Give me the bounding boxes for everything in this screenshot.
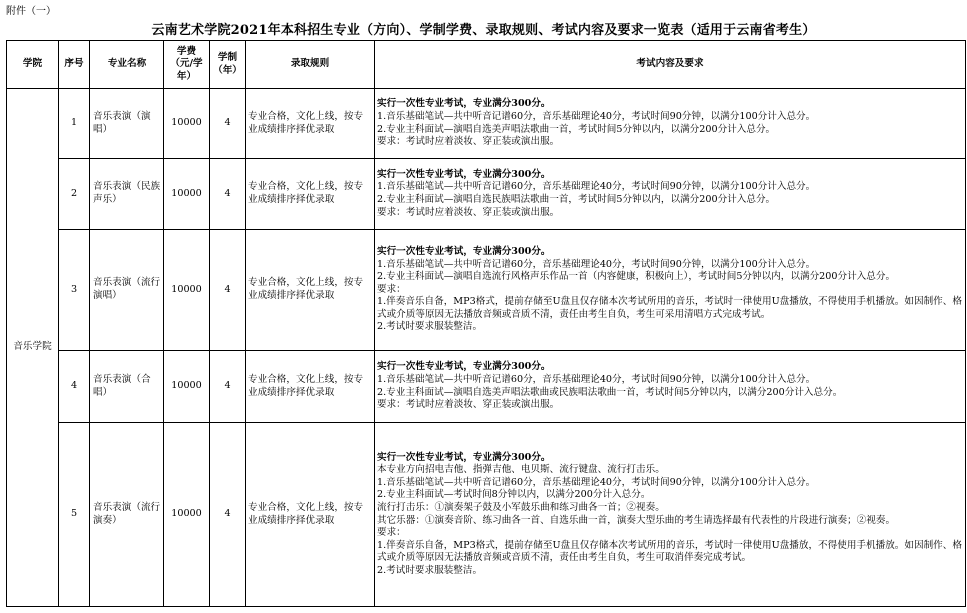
row-no: 1 xyxy=(59,89,90,159)
exam-head: 实行一次性专业考试，专业满分300分。 xyxy=(377,451,551,463)
row-no: 2 xyxy=(59,159,90,230)
exam-line: 本专业方向招电吉他、指弹吉他、电贝斯、流行键盘、流行打击乐。 xyxy=(377,464,665,476)
exam-line: 1.音乐基础笔试—共中听音记谱60分，音乐基础理论40分，考试时间90分钟，以满分100分计入总分。 xyxy=(377,110,816,122)
header-exam: 考试内容及要求 xyxy=(375,41,966,89)
college-cell: 音乐学院 xyxy=(7,89,59,607)
exam-line: 要求：考试时应着淡妆、穿正装或演出服。 xyxy=(377,136,560,148)
row-exam xyxy=(375,230,966,351)
exam-line: 2.专业主科面试—演唱自选流行风格声乐作品一首（内容健康，积极向上），考试时间5分钟以内，以满分200分计入总分。 xyxy=(377,271,896,283)
exam-line: 要求：考试时应着淡妆、穿正装或演出服。 xyxy=(377,206,560,218)
row-fee: 10000 xyxy=(164,159,210,230)
exam-line: 流行打击乐：①演奏架子鼓及小军鼓乐曲和练习曲各一首；②视奏。 xyxy=(377,501,665,513)
row-no: 4 xyxy=(59,351,90,423)
exam-line: 要求： xyxy=(377,283,406,295)
exam-line: 1.音乐基础笔试—共中听音记谱60分，音乐基础理论40分，考试时间90分钟，以满分100分计入总分。 xyxy=(377,476,816,488)
exam-head: 实行一次性专业考试，专业满分300分。 xyxy=(377,245,551,257)
exam-head: 实行一次性专业考试，专业满分300分。 xyxy=(377,168,551,180)
exam-head: 实行一次性专业考试，专业满分300分。 xyxy=(377,361,551,373)
row-no: 5 xyxy=(59,423,90,607)
exam-line: 1.音乐基础笔试—共中听音记谱60分，音乐基础理论40分，考试时间90分钟，以满分100分计入总分。 xyxy=(377,258,816,270)
row-exam xyxy=(375,351,966,423)
header-rule: 录取规则 xyxy=(246,41,375,89)
row-rule: 专业合格，文化上线，按专业成绩排序择优录取 xyxy=(246,89,375,159)
exam-line: 2.专业主科面试—演唱自选民族唱法歌曲一首，考试时间5分钟以内，以满分200分计入总分。 xyxy=(377,194,776,205)
row-fee: 10000 xyxy=(164,89,210,159)
admission-table xyxy=(6,40,966,607)
page-title: 云南艺术学院2021年本科招生专业（方向）、学制学费、录取规则、考试内容及要求一览表（适用于云南省考生） xyxy=(151,23,816,38)
exam-line: 其它乐器：①演奏音阶、练习曲各一首、自选乐曲一首，演奏大型乐曲的考生请选择最有代表性的片段进行演奏；②视奏。 xyxy=(377,514,896,526)
row-major: 音乐表演（合唱） xyxy=(90,351,164,423)
exam-line: 1.伴奏音乐自备，MP3格式，提前存储至U盘且仅存储本次考试所用的音乐，考试时一律使用U盘播放，不得使用手机播放。如因制作、格式或介质等原因无法播放音频或音质不清，责任由考生自负，考生可取消伴奏完成考试。 xyxy=(377,539,962,564)
row-years: 4 xyxy=(210,230,246,351)
row-fee: 10000 xyxy=(164,351,210,423)
exam-line: 2.专业主科面试—演唱自选美声唱法歌曲一首，考试时间5分钟以内，以满分200分计入总分。 xyxy=(377,123,776,135)
row-years: 4 xyxy=(210,423,246,607)
exam-line: 2.专业主科面试—演唱自选美声唱法歌曲或民族唱法歌曲一首，考试时间5分钟以内，以满分200分计入总分。 xyxy=(377,386,843,398)
exam-line: 2.考试时要求服装整洁。 xyxy=(377,564,483,576)
row-years: 4 xyxy=(210,351,246,423)
exam-line: 2.考试时要求服装整洁。 xyxy=(377,321,483,333)
row-major: 音乐表演（流行演奏） xyxy=(90,423,164,607)
row-exam xyxy=(375,423,966,607)
row-rule: 专业合格，文化上线，按专业成绩排序择优录取 xyxy=(246,159,375,230)
table-row xyxy=(7,159,966,230)
row-years: 4 xyxy=(210,159,246,230)
table-row xyxy=(7,89,966,159)
exam-line: 2.专业主科面试—考试时间8分钟以内，以满分200分计入总分。 xyxy=(377,489,651,501)
row-major: 音乐表演（演唱） xyxy=(90,89,164,159)
header-no: 序号 xyxy=(59,41,90,89)
header-college: 学院 xyxy=(7,41,59,89)
row-rule: 专业合格，文化上线，按专业成绩排序择优录取 xyxy=(246,423,375,607)
row-major: 音乐表演（民族声乐） xyxy=(90,159,164,230)
exam-line: 1.伴奏音乐自备，MP3格式，提前存储至U盘且仅存储本次考试所用的音乐，考试时一律使用U盘播放，不得使用手机播放。如因制作、格式或介质等原因无法播放音频或音质不清，责任由考生自负，考生可采用清唱方式完成考试。 xyxy=(377,296,962,320)
row-no: 3 xyxy=(59,230,90,351)
row-rule: 专业合格，文化上线，按专业成绩排序择优录取 xyxy=(246,230,375,351)
row-fee: 10000 xyxy=(164,423,210,607)
table-row xyxy=(7,423,966,607)
exam-line: 要求：考试时应着淡妆、穿正装或演出服。 xyxy=(377,399,560,411)
table-row xyxy=(7,351,966,423)
header-years: 学制（年） xyxy=(210,41,246,89)
exam-line: 1.音乐基础笔试—共中听音记谱60分，音乐基础理论40分，考试时间90分钟，以满分100分计入总分。 xyxy=(377,181,816,193)
exam-line: 1.音乐基础笔试—共中听音记谱60分，音乐基础理论40分，考试时间90分钟，以满分100分计入总分。 xyxy=(377,373,816,385)
table-header-row xyxy=(7,41,966,89)
table-row xyxy=(7,230,966,351)
row-fee: 10000 xyxy=(164,230,210,351)
row-major: 音乐表演（流行演唱） xyxy=(90,230,164,351)
row-exam xyxy=(375,89,966,159)
annex-label: 附件（一） xyxy=(6,6,56,17)
row-rule: 专业合格，文化上线，按专业成绩排序择优录取 xyxy=(246,351,375,423)
row-exam xyxy=(375,159,966,230)
exam-line: 要求： xyxy=(377,527,406,539)
header-fee: 学费（元/学年） xyxy=(164,41,210,89)
row-years: 4 xyxy=(210,89,246,159)
header-major: 专业名称 xyxy=(90,41,164,89)
exam-head: 实行一次性专业考试，专业满分300分。 xyxy=(377,98,551,110)
